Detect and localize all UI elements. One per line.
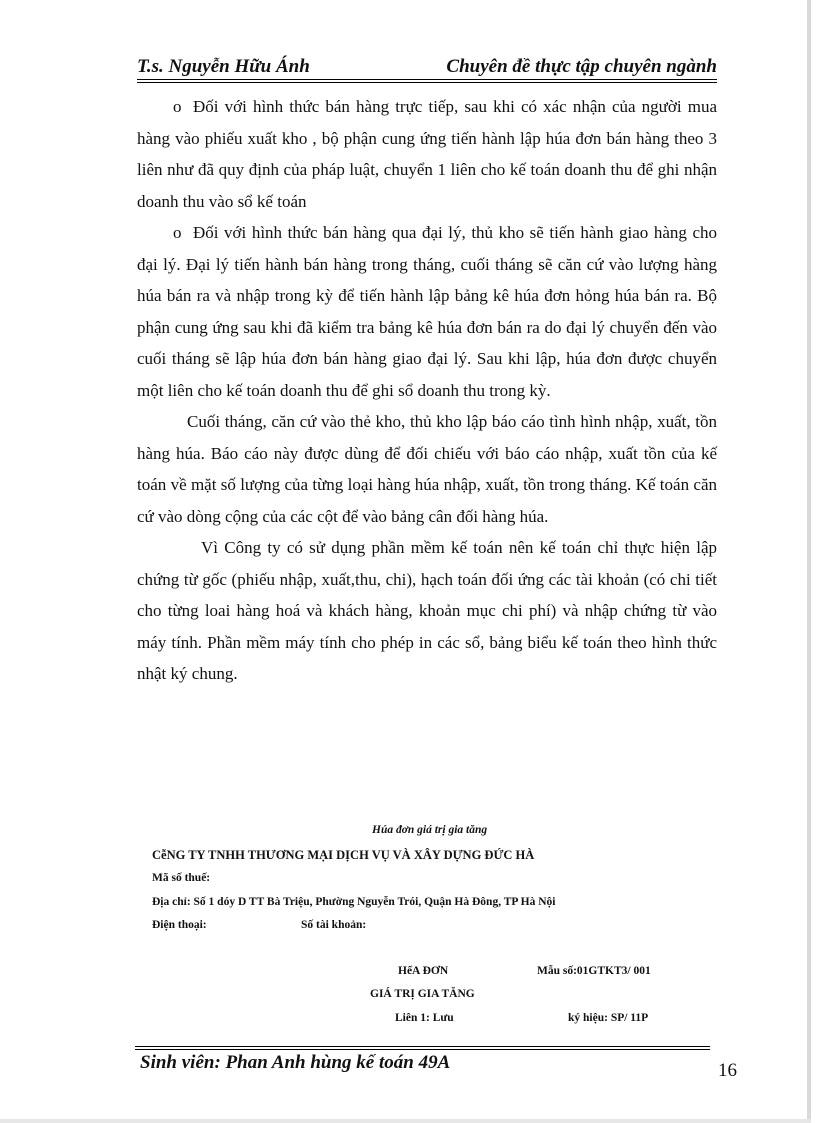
bullet-item-agency-sales <box>137 217 717 406</box>
invoice-doc-subtitle: GIÁ TRỊ GIA TĂNG <box>370 988 475 1000</box>
footer-rule-top <box>135 1046 710 1047</box>
bullet-symbol: o <box>173 223 182 242</box>
paragraph-software: Vì Công ty có sử dụng phần mềm kế toán nên kế toán chỉ thực hiện lập chứng từ gốc (phiếu nhập, xuất,thu, chi), hạch toán đối ứng các tài khoản (có chi tiết cho từng loai hàng hoá và khách hàng, khoản mục chi phí) và nhập chứng từ vào máy tính. Phần mềm máy tính cho phép in các sổ, bảng biểu kế toán theo hình thức nhật ký chung. <box>137 538 717 683</box>
invoice-phone-label: Điện thoại: <box>152 919 207 931</box>
invoice-company-name: CễNG TY TNHH THƯƠNG MẠI DỊCH VỤ VÀ XÂY DỰNG ĐỨC HÀ <box>152 848 535 862</box>
invoice-doc-title: HểA ĐƠN <box>398 965 449 977</box>
document-body <box>137 91 717 690</box>
invoice-copy-label: Liên 1: Lưu <box>395 1012 454 1024</box>
paragraph-month-end: Cuối tháng, căn cứ vào thẻ kho, thủ kho lập báo cáo tình hình nhập, xuất, tồn hàng húa. Báo cáo này được dùng để đối chiếu với báo cáo nhập, xuất tồn của kế toán về mặt số lượng của từng loại hàng húa nhập, xuất, tồn trong tháng. Kế toán căn cứ vào dòng cộng của các cột để vào bảng cân đối hàng húa. <box>137 412 717 526</box>
invoice-serial: ký hiệu: SP/ 11P <box>568 1012 649 1024</box>
page-shadow-bottom <box>0 1119 811 1123</box>
invoice-form-number: Mẫu số:01GTKT3/ 001 <box>537 965 651 977</box>
page-number: 16 <box>718 1060 737 1081</box>
bullet-text: Đối với hình thức bán hàng qua đại lý, thủ kho sẽ tiến hành giao hàng cho đại lý. Đại lý tiến hành bán hàng trong tháng, cuối tháng sẽ căn cứ vào lượng hàng húa bán ra và nhập trong kỳ để tiến hành lập bảng kê húa đơn hỏng húa bán ra. Bộ phận cung ứng sau khi đã kiểm tra bảng kê húa đơn bán ra do đại lý chuyển đến vào cuối tháng sẽ lập húa đơn bán hàng giao đại lý. Sau khi lập, húa đơn được chuyển một liên cho kế toán doanh thu để ghi sổ doanh thu trong kỳ. <box>137 223 717 400</box>
header-rule-top <box>137 79 717 80</box>
footer-student: Sinh viên: Phan Anh hùng kế toán 49A <box>140 1052 451 1073</box>
header-rule-bottom <box>137 82 717 83</box>
invoice-account-label: Số tài khoản: <box>301 919 367 931</box>
footer-rule-bottom <box>135 1049 710 1050</box>
invoice-tax-code-label: Mã số thuế: <box>152 872 211 884</box>
page-shadow-right <box>807 0 811 1123</box>
header-author: T.s. Nguyễn Hữu Ánh <box>137 56 310 77</box>
bullet-item-direct-sales <box>137 91 717 217</box>
invoice-caption: Húa đơn giá trị gia tăng <box>372 824 488 836</box>
bullet-symbol: o <box>173 97 182 116</box>
page-header <box>137 56 717 80</box>
bullet-text: Đối với hình thức bán hàng trực tiếp, sau khi có xác nhận của người mua hàng vào phiếu xuất kho , bộ phận cung ứng tiến hành lập húa đơn bán hàng theo 3 liên như đã quy định của pháp luật, chuyển 1 liên cho kế toán doanh thu để ghi nhận doanh thu vào sổ kế toán <box>137 97 717 211</box>
header-title: Chuyên đề thực tập chuyên ngành <box>446 56 717 77</box>
invoice-address: Địa chỉ: Số 1 dóy D TT Bà Triệu, Phường Nguyễn Trói, Quận Hà Đông, TP Hà Nội <box>152 896 556 908</box>
